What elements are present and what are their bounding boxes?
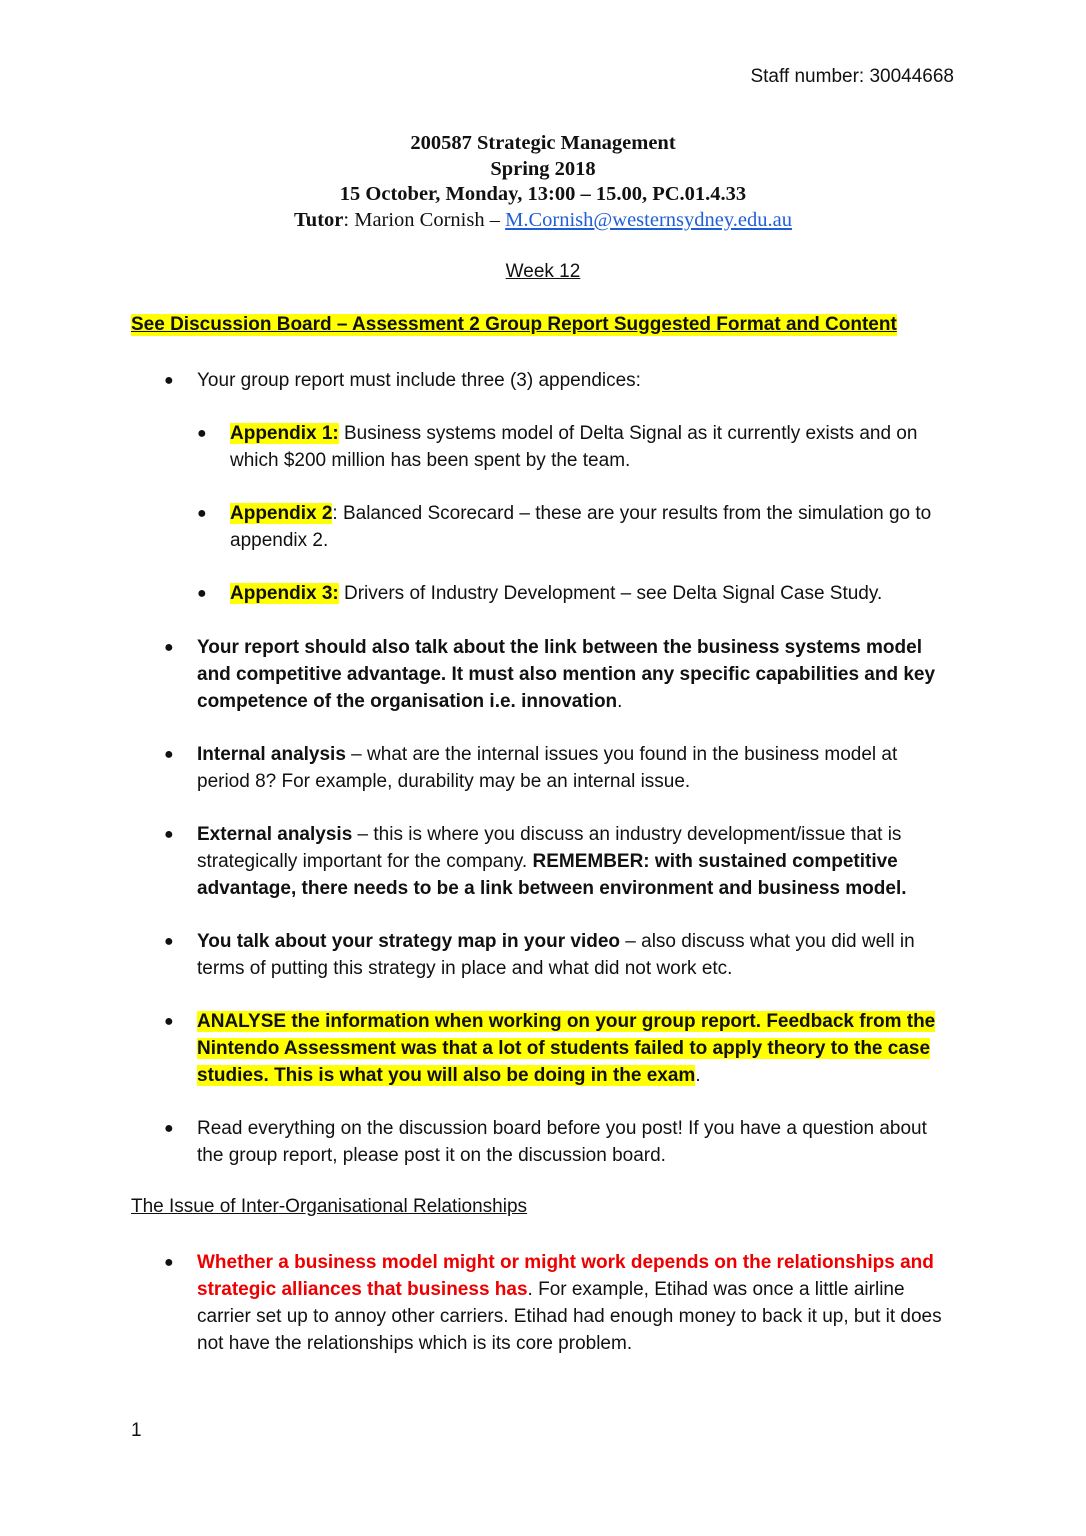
discussion-board-heading: See Discussion Board – Assessment 2 Group Report Suggested Format and Content — [131, 314, 897, 335]
tutor-line — [0, 208, 1086, 234]
list-item: ● External analysis – this is where you discuss an industry development/issue that is strategically important for the company. REMEMBER: with sustained competitive advantage, there needs to be a link between environment and business model. — [197, 821, 952, 902]
bullet-icon: ● — [164, 372, 174, 389]
appendices-intro-list — [164, 367, 957, 394]
bullet-icon: ● — [197, 505, 207, 522]
list-item: ● Appendix 1: Business systems model of Delta Signal as it currently exists and on which $200 million has been spent by the team. — [230, 420, 950, 474]
session-details: 15 October, Monday, 13:00 – 15.00, PC.01.4.33 — [339, 183, 747, 205]
tutor-email-link[interactable]: M.Cornish@westernsydney.edu.au — [505, 208, 792, 231]
bullet-icon: ● — [197, 585, 207, 602]
main-bullet-list — [164, 634, 952, 1169]
bullet-icon: ● — [164, 933, 174, 950]
page-number: 1 — [131, 1420, 142, 1441]
tutor-label: Tutor — [294, 208, 344, 231]
list-item: ● Appendix 2: Balanced Scorecard – these are your results from the simulation go to appendix 2. — [230, 500, 950, 554]
bullet-icon: ● — [164, 1254, 174, 1271]
bullet-icon: ● — [164, 746, 174, 763]
list-item: ● Your group report must include three (3) appendices: — [197, 367, 957, 394]
course-title: 200587 Strategic Management — [410, 132, 676, 154]
bullet-icon: ● — [164, 639, 174, 656]
list-item: ● You talk about your strategy map in your video – also discuss what you did well in terms of putting this strategy in place and what did not work etc. — [197, 928, 952, 982]
list-item: ● ANALYSE the information when working on your group report. Feedback from the Nintendo Assessment was that a lot of students failed to apply theory to the case studies. This is what you will also be doing in the exam. — [197, 1008, 952, 1089]
list-item: ● Whether a business model might or might work depends on the relationships and strategic alliances that business has. For example, Etihad was once a little airline carrier set up to annoy other carriers. Etihad had enough money to back it up, but it does not have the relationships which is its core problem. — [197, 1249, 952, 1357]
inter-organisational-heading: The Issue of Inter-Organisational Relationships — [131, 1196, 528, 1217]
week-label: Week 12 — [505, 261, 581, 282]
bullet-icon: ● — [197, 425, 207, 442]
relationships-list — [164, 1249, 952, 1357]
bullet-icon: ● — [164, 826, 174, 843]
list-item: ● Read everything on the discussion board before you post! If you have a question about the group report, please post it on the discussion board. — [197, 1115, 952, 1169]
document-header — [0, 131, 1086, 233]
list-item: ● Your report should also talk about the link between the business systems model and competitive advantage. It must also mention any specific capabilities and key competence of the organisation i.e. innovation. — [197, 634, 952, 715]
tutor-name: : Marion Cornish – — [343, 208, 506, 231]
appendices-list — [197, 420, 950, 607]
list-item: ● Internal analysis – what are the internal issues you found in the business model at period 8? For example, durability may be an internal issue. — [197, 741, 952, 795]
staff-number: Staff number: 30044668 — [750, 66, 954, 87]
bullet-icon: ● — [164, 1013, 174, 1030]
term: Spring 2018 — [490, 157, 596, 180]
list-item: ● Appendix 3: Drivers of Industry Development – see Delta Signal Case Study. — [230, 580, 950, 607]
bullet-icon: ● — [164, 1120, 174, 1137]
